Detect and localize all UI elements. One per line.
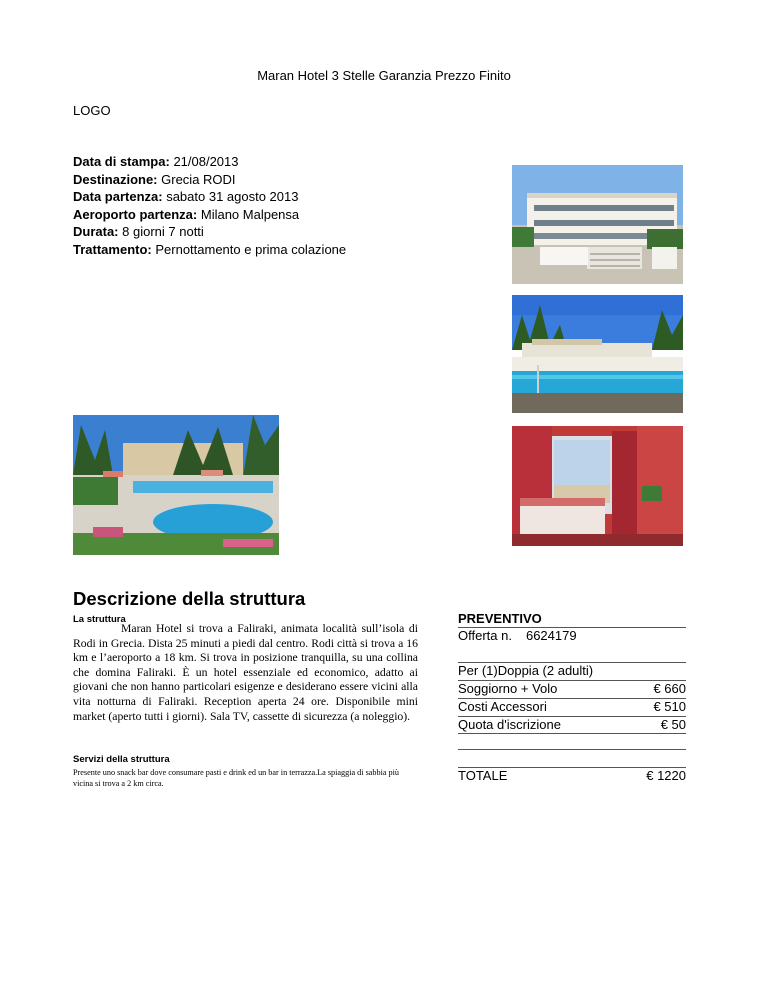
quote-rule-4 — [458, 733, 686, 734]
room-row — [458, 663, 686, 678]
print-date-row — [73, 153, 346, 171]
quote-line-row — [458, 699, 686, 714]
room-photo — [512, 426, 683, 546]
destination-value: Grecia RODI — [161, 171, 236, 187]
quote-rule-5 — [458, 749, 686, 750]
total-row — [458, 768, 686, 783]
quote-line-value: € 50 — [660, 717, 686, 732]
board-label: Trattamento: — [73, 241, 152, 257]
quote-title: PREVENTIVO — [458, 611, 542, 626]
description-heading: Descrizione della struttura — [73, 588, 306, 609]
logo-placeholder: LOGO — [73, 103, 111, 118]
room-label: Per (1)Doppia (2 adulti) — [458, 663, 594, 678]
quote-line-row — [458, 717, 686, 732]
airport-label: Aeroporto partenza: — [73, 206, 198, 222]
print-date-value: 21/08/2013 — [173, 154, 239, 169]
destination-row — [73, 171, 346, 189]
page-title: Maran Hotel 3 Stelle Garanzia Prezzo Finito — [257, 68, 511, 83]
terrace-pool-photo — [512, 295, 683, 413]
hotel-facade-photo — [512, 165, 683, 284]
airport-value: Milano Malpensa — [200, 206, 300, 222]
departure-value: sabato 31 agosto 2013 — [166, 189, 299, 205]
quote-line-label: Soggiorno + Volo — [458, 681, 558, 696]
duration-value: 8 giorni 7 notti — [122, 224, 204, 240]
quote-line-row — [458, 681, 686, 696]
quote-line-value: € 510 — [653, 699, 686, 714]
offer-row — [458, 628, 686, 643]
duration-label: Durata: — [73, 224, 119, 240]
offer-label: Offerta n. — [458, 628, 512, 643]
offer-number: 6624179 — [525, 628, 577, 643]
total-value: € 1220 — [646, 768, 686, 783]
quote-line-label: Costi Accessori — [458, 699, 547, 714]
print-date-label: Data di stampa: — [73, 154, 170, 169]
board-value: Pernottamento e prima colazione — [155, 241, 347, 257]
departure-label: Data partenza: — [73, 189, 163, 205]
board-row — [73, 241, 346, 259]
structure-text: Maran Hotel si trova a Faliraki, animata località sull’isola di Rodi in Grecia. Dista 25 minuti a piedi dal centro. Rodi città si trova a 16 km e l’aeroporto a 18 km. Si trova in posizione tranquilla, su una collina che domina Faliraki. È un hotel essenziale ed economico, adatto ai giovani che non hanno particolari esigenze e desiderano essere vicini alla vita notturna di Faliraki. Reception aperta 24 ore. Disponibile mini market (aperto tutti i giorni). Sala TV, cassette di sicurezza (a noleggio). — [73, 622, 418, 723]
total-label: TOTALE — [458, 768, 508, 783]
airport-row — [73, 206, 346, 224]
quote-line-value: € 660 — [653, 681, 686, 696]
services-title: Servizi della struttura — [73, 754, 170, 765]
garden-pool-photo — [73, 415, 279, 555]
structure-title: La struttura — [73, 614, 126, 625]
destination-label: Destinazione: — [73, 171, 158, 187]
duration-row — [73, 223, 346, 241]
services-text: Presente uno snack bar dove consumare pasti e drink ed un bar in terrazza.La spiaggia di sabbia più vicina si trova a 2 km circa. — [73, 768, 400, 788]
departure-row — [73, 188, 346, 206]
quote-line-label: Quota d'iscrizione — [458, 717, 561, 732]
trip-info — [73, 153, 346, 259]
